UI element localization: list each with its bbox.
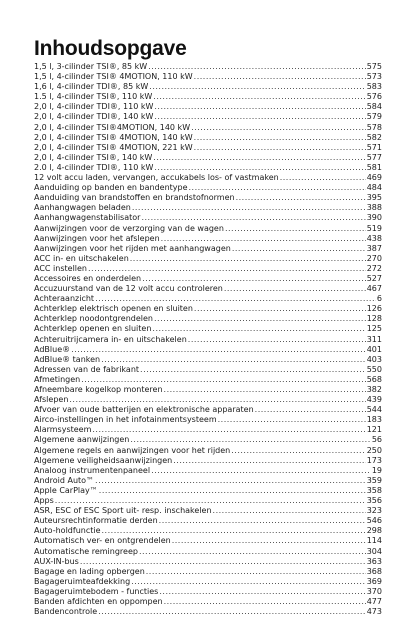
toc-entry-label: 2,0 l, 4-cilinder TSI®4MOTION, 140 kW [34, 122, 191, 132]
toc-dot-leader [255, 405, 366, 415]
toc-entry-label: Aanhangwagenstabilisator [34, 213, 141, 223]
toc-entry[interactable] [34, 133, 382, 143]
toc-entry[interactable] [34, 506, 382, 516]
toc-dot-leader [95, 476, 366, 486]
toc-entry[interactable] [34, 62, 382, 72]
toc-entry-page-number: 584 [366, 102, 382, 112]
toc-entry[interactable] [34, 375, 382, 385]
toc-entry-page-number: 484 [366, 183, 382, 193]
toc-entry-page-number: 582 [366, 132, 382, 142]
toc-entry-page-number: 583 [366, 82, 382, 92]
toc-entry[interactable] [34, 476, 382, 486]
toc-entry-page-number: 576 [366, 92, 382, 102]
toc-entry-page-number: 473 [366, 607, 382, 617]
toc-entry-label: ACC in- en uitschakelen [34, 253, 129, 263]
toc-entry-label: Banden afdichten en oppompen [34, 596, 163, 606]
toc-entry-label: 1.5 l, 4-cilinder TSI®, 110 kW [34, 92, 153, 102]
toc-entry-label: Afvoer van oude batterijen en elektronische apparaten [34, 405, 254, 415]
toc-entry-label: Aanwijzingen voor de verzorging van de wagen [34, 223, 224, 233]
toc-dot-leader [189, 183, 366, 193]
toc-list [34, 62, 382, 617]
toc-entry-label: Bagage en lading opbergen [34, 566, 145, 576]
toc-entry-page-number: 469 [366, 173, 382, 183]
toc-entry-page-number: 477 [366, 596, 382, 606]
toc-entry[interactable] [34, 516, 382, 526]
toc-dot-leader [224, 284, 366, 294]
toc-entry[interactable] [34, 567, 382, 577]
toc-entry[interactable] [34, 446, 382, 456]
toc-entry-label: Algemene regels en aanwijzingen voor het rijden [34, 445, 231, 455]
toc-entry[interactable] [34, 224, 382, 234]
toc-entry-label: Aanduiding van brandstoffen en brandstofnormen [34, 193, 235, 203]
toc-page [34, 38, 382, 617]
toc-entry-page-number: 369 [366, 576, 382, 586]
toc-entry[interactable] [34, 123, 382, 133]
toc-dot-leader [191, 123, 366, 133]
toc-entry-label: 2,0 l, 4-cilinder TSI® 4MOTION, 140 kW [34, 132, 193, 142]
toc-dot-leader [102, 526, 366, 536]
toc-dot-leader [194, 133, 366, 143]
toc-entry[interactable] [34, 153, 382, 163]
toc-entry[interactable] [34, 577, 382, 587]
toc-entry-label: AUX-IN-bus [34, 556, 79, 566]
toc-dot-leader [218, 415, 366, 425]
toc-dot-leader [92, 425, 365, 435]
toc-entry-page-number: 575 [366, 62, 382, 71]
toc-entry[interactable] [34, 234, 382, 244]
toc-entry-page-number: 390 [366, 213, 382, 223]
toc-entry-label: ACC instellen [34, 263, 88, 273]
toc-entry[interactable] [34, 143, 382, 153]
toc-dot-leader [159, 516, 366, 526]
toc-dot-leader [151, 466, 371, 476]
toc-entry[interactable] [34, 173, 382, 183]
toc-entry-page-number: 56 [371, 435, 382, 445]
toc-entry[interactable] [34, 425, 382, 435]
toc-dot-leader [154, 102, 365, 112]
toc-entry[interactable] [34, 244, 382, 254]
toc-entry-page-number: 358 [366, 485, 382, 495]
toc-entry-page-number: 363 [366, 556, 382, 566]
toc-entry[interactable] [34, 536, 382, 546]
toc-entry-label: Achteraanzicht [34, 294, 95, 304]
toc-entry-label: 2.0 l, 4-cilinder TDI®, 110 kW [34, 162, 154, 172]
toc-entry-label: AdBlue® [34, 344, 71, 354]
toc-entry-label: 1,5 l, 3-cilinder TSI®, 85 kW [34, 62, 148, 71]
toc-entry-page-number: 270 [366, 253, 382, 263]
toc-dot-leader [101, 355, 366, 365]
toc-entry-page-number: 438 [366, 233, 382, 243]
toc-entry-label: 1,6 l, 4-cilinder TDI®, 85 kW [34, 82, 149, 92]
toc-dot-leader [98, 607, 366, 617]
toc-entry[interactable] [34, 112, 382, 122]
toc-entry-page-number: 395 [366, 193, 382, 203]
toc-entry[interactable] [34, 163, 382, 173]
toc-entry[interactable] [34, 284, 382, 294]
toc-entry[interactable] [34, 335, 382, 345]
toc-entry-page-number: 121 [366, 425, 382, 435]
toc-entry[interactable] [34, 82, 382, 92]
toc-dot-leader [80, 557, 366, 567]
toc-dot-leader [188, 335, 366, 345]
toc-entry-label: Algemene aanwijzingen [34, 435, 130, 445]
toc-entry-page-number: 467 [366, 284, 382, 294]
toc-entry-label: Bagageruimtebodem - functies [34, 586, 159, 596]
toc-entry-label: Automatische remingreep [34, 546, 138, 556]
toc-dot-leader [141, 213, 365, 223]
toc-entry-page-number: 544 [366, 405, 382, 415]
toc-dot-leader [88, 264, 366, 274]
toc-dot-leader [71, 345, 366, 355]
toc-entry-label: Aanhangwagen beladen [34, 203, 131, 213]
toc-entry[interactable] [34, 304, 382, 314]
toc-dot-leader [130, 435, 370, 445]
toc-dot-leader [140, 365, 366, 375]
toc-dot-leader [225, 224, 366, 234]
toc-entry-label: Android Auto™ [34, 475, 95, 485]
toc-entry[interactable] [34, 385, 382, 395]
toc-dot-leader [149, 82, 365, 92]
toc-entry-page-number: 6 [376, 294, 382, 304]
toc-entry-label: Achterklep elektrisch openen en sluiten [34, 304, 193, 314]
toc-entry[interactable] [34, 496, 382, 506]
toc-entry[interactable] [34, 345, 382, 355]
toc-entry-page-number: 439 [366, 395, 382, 405]
toc-entry[interactable] [34, 102, 382, 112]
toc-entry-label: Afneembare kogelkop monteren [34, 385, 163, 394]
toc-entry-page-number: 573 [366, 72, 382, 82]
toc-dot-leader [148, 62, 366, 72]
toc-entry-label: Afslepen [34, 395, 69, 405]
toc-entry[interactable] [34, 183, 382, 193]
toc-dot-leader [173, 456, 365, 466]
toc-dot-leader [153, 153, 365, 163]
toc-entry-label: Airco-instellingen in het infotainmentsysteem [34, 415, 217, 425]
toc-dot-leader [152, 324, 365, 334]
toc-entry-label: Achterklep noodontgrendelen [34, 314, 153, 324]
toc-entry-page-number: 571 [366, 142, 382, 152]
toc-entry-page-number: 577 [366, 152, 382, 162]
toc-dot-leader [159, 587, 365, 597]
toc-dot-leader [153, 92, 365, 102]
toc-dot-leader [164, 385, 366, 395]
toc-entry-label: Automatisch ver- en ontgrendelen [34, 536, 171, 546]
toc-entry-label: 2,0 l, 4-cilinder TDI®, 140 kW [34, 112, 154, 122]
toc-dot-leader [172, 536, 366, 546]
toc-entry[interactable] [34, 274, 382, 284]
toc-entry-page-number: 128 [366, 314, 382, 324]
toc-dot-leader [154, 314, 366, 324]
toc-entry-page-number: 173 [366, 455, 382, 465]
toc-entry-label: Aanduiding op banden en bandentype [34, 183, 188, 193]
toc-entry[interactable] [34, 395, 382, 405]
toc-entry[interactable] [34, 294, 382, 304]
toc-dot-leader [130, 254, 366, 264]
toc-dot-leader [132, 203, 366, 213]
toc-entry-label: Analoog instrumentenpaneel [34, 465, 151, 475]
toc-entry[interactable] [34, 264, 382, 274]
toc-entry-page-number: 304 [366, 546, 382, 556]
toc-dot-leader [154, 163, 365, 173]
toc-dot-leader [142, 274, 366, 284]
toc-entry[interactable] [34, 213, 382, 223]
toc-entry[interactable] [34, 557, 382, 567]
toc-dot-leader [232, 244, 366, 254]
toc-entry-label: Aanwijzingen voor het rijden met aanhangwagen [34, 243, 231, 253]
toc-entry-page-number: 581 [366, 162, 382, 172]
toc-dot-leader [161, 234, 366, 244]
toc-dot-leader [280, 173, 366, 183]
toc-entry-label: 12 volt accu laden, vervangen, accukabels los- of vastmaken [34, 173, 279, 183]
toc-entry-page-number: 298 [366, 526, 382, 536]
toc-entry-page-number: 370 [366, 586, 382, 596]
toc-dot-leader [81, 375, 366, 385]
toc-dot-leader [194, 72, 366, 82]
toc-entry-label: Achterklep openen en sluiten [34, 324, 152, 334]
toc-entry-label: Bandencontrole [34, 607, 98, 617]
toc-entry[interactable] [34, 607, 382, 617]
toc-entry-label: Aanwijzingen voor het afslepen [34, 233, 160, 243]
toc-entry[interactable] [34, 435, 382, 445]
toc-entry-page-number: 403 [366, 354, 382, 364]
toc-entry-label: Accessoires en onderdelen [34, 273, 142, 283]
toc-entry-label: AdBlue® tanken [34, 354, 101, 364]
toc-entry-page-number: 550 [366, 364, 382, 374]
toc-entry-page-number: 19 [371, 465, 382, 475]
toc-entry[interactable] [34, 324, 382, 334]
toc-entry-label: 2,0 l, 4-cilinder TDI®, 110 kW [34, 102, 154, 112]
toc-entry-label: Accuzuurstand van de 12 volt accu controleren [34, 284, 223, 294]
toc-entry[interactable] [34, 405, 382, 415]
toc-dot-leader [95, 294, 376, 304]
toc-dot-leader [236, 193, 366, 203]
toc-entry-page-number: 527 [366, 273, 382, 283]
toc-entry[interactable] [34, 486, 382, 496]
toc-dot-leader [213, 506, 366, 516]
toc-entry-label: Algemene veiligheidsaanwijzingen [34, 455, 173, 465]
toc-entry-label: 2,0 l, 4-cilinder TSI®, 140 kW [34, 152, 153, 162]
toc-entry-page-number: 125 [366, 324, 382, 334]
toc-entry-label: Achteruitrijcamera in- en uitschakelen [34, 334, 187, 344]
toc-dot-leader [99, 486, 366, 496]
toc-entry-page-number: 519 [366, 223, 382, 233]
toc-entry[interactable] [34, 203, 382, 213]
toc-entry-page-number: 382 [366, 385, 382, 394]
toc-entry-label: Auto-holdfunctie [34, 526, 101, 536]
toc-dot-leader [231, 446, 365, 456]
toc-entry-label: Alarmsysteem [34, 425, 92, 435]
page-title: Inhoudsopgave [34, 37, 187, 60]
toc-dot-leader [164, 597, 366, 607]
toc-entry-page-number: 250 [366, 445, 382, 455]
toc-entry-label: Apple CarPlay™ [34, 485, 98, 495]
toc-dot-leader [69, 395, 365, 405]
toc-entry-page-number: 579 [366, 112, 382, 122]
toc-entry-page-number: 272 [366, 263, 382, 273]
toc-dot-leader [154, 112, 365, 122]
toc-entry[interactable] [34, 254, 382, 264]
toc-entry[interactable] [34, 355, 382, 365]
toc-entry-page-number: 126 [366, 304, 382, 314]
toc-entry-page-number: 356 [366, 496, 382, 506]
toc-entry[interactable] [34, 587, 382, 597]
toc-entry[interactable] [34, 314, 382, 324]
toc-dot-leader [194, 143, 366, 153]
toc-entry-label: Afmetingen [34, 374, 81, 384]
toc-dot-leader [131, 577, 366, 587]
toc-dot-leader [146, 567, 366, 577]
toc-dot-leader [139, 547, 366, 557]
toc-entry-page-number: 311 [366, 334, 382, 344]
toc-entry[interactable] [34, 193, 382, 203]
toc-entry[interactable] [34, 415, 382, 425]
toc-dot-leader [55, 496, 366, 506]
toc-entry-page-number: 568 [366, 374, 382, 384]
toc-entry-label: Bagageruimteafdekking [34, 576, 131, 586]
toc-entry[interactable] [34, 365, 382, 375]
toc-entry-page-number: 323 [366, 506, 382, 516]
toc-entry-label: Adressen van de fabrikant [34, 364, 140, 374]
toc-entry-label: Auteursrechtinformatie derden [34, 516, 158, 526]
toc-dot-leader [194, 304, 366, 314]
toc-entry[interactable] [34, 526, 382, 536]
toc-entry-page-number: 114 [366, 536, 382, 546]
toc-entry-page-number: 387 [366, 243, 382, 253]
toc-entry-page-number: 578 [366, 122, 382, 132]
toc-entry[interactable] [34, 466, 382, 476]
toc-entry[interactable] [34, 72, 382, 82]
toc-entry[interactable] [34, 597, 382, 607]
toc-entry-page-number: 401 [366, 344, 382, 354]
toc-entry-page-number: 359 [366, 475, 382, 485]
toc-entry-label: 2,0 l, 4-cilinder TSI® 4MOTION, 221 kW [34, 142, 193, 152]
toc-entry-page-number: 546 [366, 516, 382, 526]
toc-entry-label: Apps [34, 496, 54, 506]
toc-entry[interactable] [34, 92, 382, 102]
toc-entry[interactable] [34, 456, 382, 466]
toc-entry[interactable] [34, 547, 382, 557]
toc-entry-label: ASR, ESC of ESC Sport uit- resp. inschakelen [34, 506, 212, 516]
toc-entry-page-number: 183 [366, 415, 382, 425]
toc-entry-page-number: 368 [366, 566, 382, 576]
toc-entry-page-number: 388 [366, 203, 382, 213]
toc-entry-label: 1,5 l, 4-cilinder TSI® 4MOTION, 110 kW [34, 72, 193, 82]
